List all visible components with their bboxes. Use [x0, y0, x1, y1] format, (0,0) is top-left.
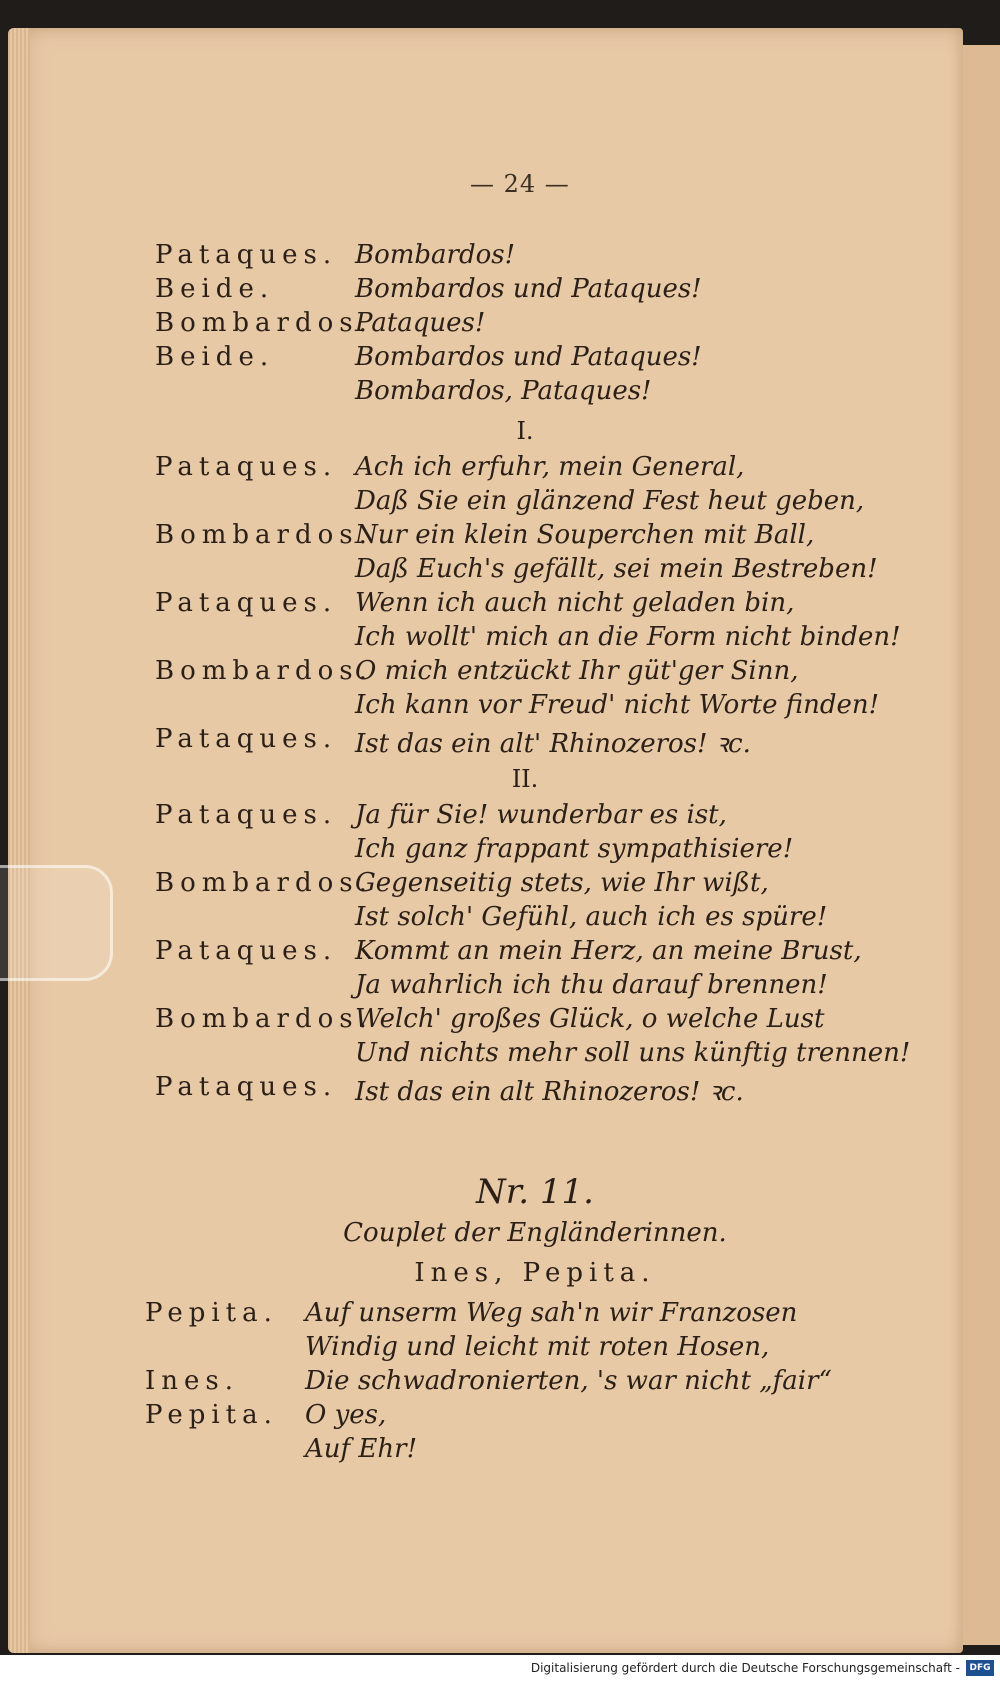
speaker-name: Pataques.: [155, 800, 338, 830]
dialogue-line: [155, 724, 915, 758]
dialogue-line: [155, 308, 915, 342]
verse-text: Ist solch' Gefühl, auch ich es spüre!: [355, 902, 828, 932]
verse-text: Ich ganz frappant sympathisiere!: [355, 834, 794, 864]
page-number: — 24 —: [470, 170, 570, 198]
verse-text: Bombardos und Pataques!: [355, 274, 702, 304]
verse-text: Ist das ein alt Rhinozeros! ꝛc.: [355, 1077, 744, 1107]
dialogue-line: [155, 1072, 915, 1106]
dialogue-line: [155, 868, 915, 902]
verse-text: O mich entzückt Ihr güt'ger Sinn,: [355, 656, 799, 686]
stanza-2: [155, 800, 915, 1106]
verse-text: Windig und leicht mit roten Hosen,: [305, 1332, 770, 1362]
dialogue-line: [155, 622, 915, 656]
dialogue-line: [155, 834, 915, 868]
dialogue-line: [155, 588, 915, 622]
dialogue-line: [155, 274, 915, 308]
verse-text: Welch' großes Glück, o welche Lust: [355, 1004, 825, 1034]
speaker-name: Ines.: [145, 1366, 240, 1396]
cast-list: Ines, Pepita.: [414, 1258, 656, 1288]
dialogue-line: [155, 800, 915, 834]
dialogue-line: [155, 690, 915, 724]
verse-text: Nur ein klein Souperchen mit Ball,: [355, 520, 815, 550]
verse-text: Ich wollt' mich an die Form nicht binden!: [355, 622, 901, 652]
verse-text: Pataques!: [355, 308, 486, 338]
speaker-name: Pepita.: [145, 1400, 278, 1430]
facing-page-edge: [960, 45, 1000, 1645]
dialogue-line: [155, 342, 915, 376]
verse-text: Daß Sie ein glänzend Fest heut geben,: [355, 486, 865, 516]
verse-text: Wenn ich auch nicht geladen bin,: [355, 588, 795, 618]
verse-text: Bombardos und Pataques!: [355, 342, 702, 372]
verse-text: Bombardos!: [355, 240, 516, 270]
dialogue-line: [145, 1400, 925, 1434]
speaker-name: Beide.: [155, 274, 275, 304]
dialogue-line: [155, 240, 915, 274]
speaker-name: Bombardos.: [155, 308, 373, 338]
verse-text: Ich kann vor Freud' nicht Worte finden!: [355, 690, 880, 720]
verse-text: Gegenseitig stets, wie Ihr wißt,: [355, 868, 769, 898]
speaker-name: Pepita.: [145, 1298, 278, 1328]
stanza-2-mark: II.: [511, 765, 539, 793]
verse-text: Die schwadronierten, 's war nicht „fair“: [305, 1366, 832, 1396]
verse-text: Bombardos, Pataques!: [355, 376, 652, 406]
opening-exchange: [155, 240, 915, 410]
speaker-name: Pataques.: [155, 588, 338, 618]
dialogue-line: [155, 452, 915, 486]
footer-bar: [0, 1655, 1000, 1685]
speaker-name: Bombardos.: [155, 520, 373, 550]
verse-text: Ach ich erfuhr, mein General,: [355, 452, 745, 482]
verse-text: Ja wahrlich ich thu darauf brennen!: [355, 970, 828, 1000]
dialogue-line: [145, 1298, 925, 1332]
dialogue-line: [155, 1004, 915, 1038]
dialogue-line: [155, 554, 915, 588]
dialogue-line: [145, 1434, 925, 1468]
dfg-logo: DFG: [966, 1660, 994, 1676]
dialogue-line: [155, 1038, 915, 1072]
number-title: Nr. 11.: [476, 1172, 594, 1212]
dialogue-line: [155, 376, 915, 410]
speaker-name: Beide.: [155, 342, 275, 372]
dialogue-line: [155, 970, 915, 1004]
verse-text: Ja für Sie! wunderbar es ist,: [355, 800, 727, 830]
speaker-name: Pataques.: [155, 452, 338, 482]
dialogue-line: [155, 936, 915, 970]
speaker-name: Pataques.: [155, 240, 338, 270]
verse-text: Ist das ein alt' Rhinozeros! ꝛc.: [355, 729, 751, 759]
stanza-1-mark: I.: [516, 417, 534, 445]
dialogue: [155, 240, 915, 1106]
verse-text: Auf Ehr!: [305, 1434, 418, 1464]
verse-text: Kommt an mein Herz, an meine Brust,: [355, 936, 862, 966]
dialogue-line: [155, 486, 915, 520]
dialogue-line: [145, 1332, 925, 1366]
bookmark-tab: [0, 865, 113, 981]
speaker-name: Bombardos.: [155, 656, 373, 686]
verse-text: Auf unserm Weg sah'n wir Franzosen: [305, 1298, 798, 1328]
speaker-name: Pataques.: [155, 936, 338, 966]
couplet-title: Couplet der Engländerinnen.: [343, 1218, 727, 1248]
speaker-name: Pataques.: [155, 724, 338, 754]
couplet-song: [145, 1298, 925, 1468]
speaker-name: Bombardos.: [155, 868, 373, 898]
verse-text: O yes,: [305, 1400, 387, 1430]
dialogue-line: [155, 520, 915, 554]
speaker-name: Pataques.: [155, 1072, 338, 1102]
dialogue-line: [145, 1366, 925, 1400]
speaker-name: Bombardos.: [155, 1004, 373, 1034]
dialogue-line: [155, 656, 915, 690]
verse-text: Und nichts mehr soll uns künftig trennen!: [355, 1038, 911, 1068]
dialogue-line: [155, 902, 915, 936]
page-stack-edge: [8, 28, 30, 1653]
footer-credit: Digitalisierung gefördert durch die Deutsche Forschungsgemeinschaft -: [530, 1661, 960, 1675]
stanza-1: [155, 452, 915, 758]
verse-text: Daß Euch's gefällt, sei mein Bestreben!: [355, 554, 878, 584]
